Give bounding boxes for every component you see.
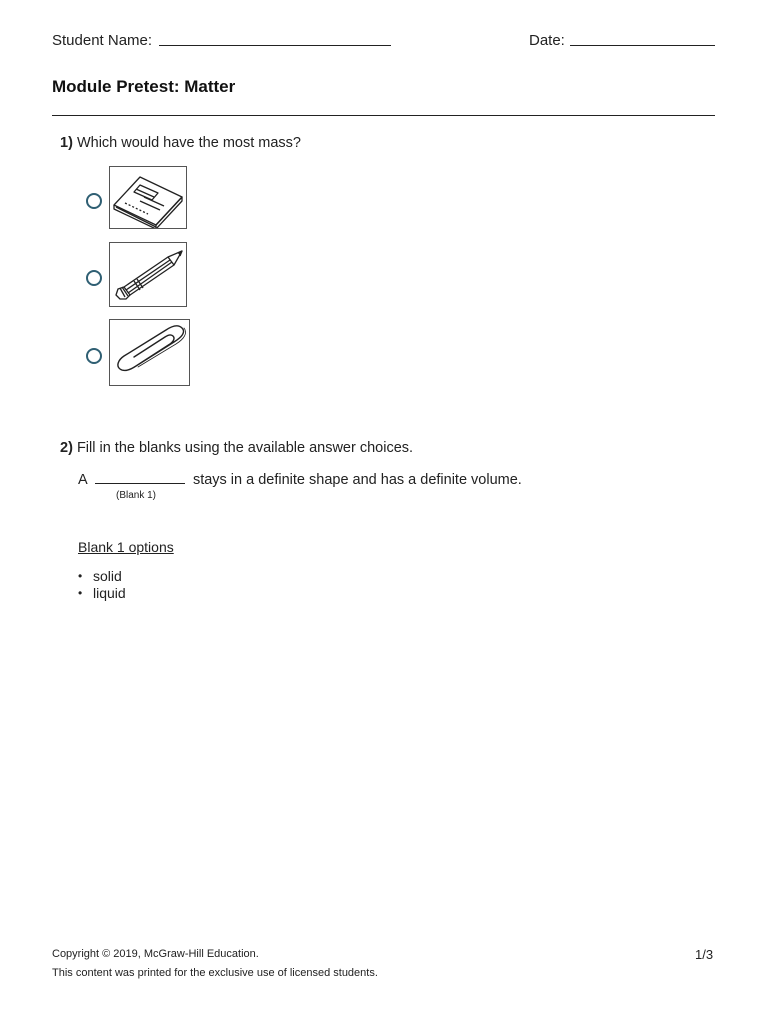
page-title: Module Pretest: Matter bbox=[52, 77, 236, 96]
student-name-label: Student Name: bbox=[52, 32, 153, 49]
blank-1-label: (Blank 1) bbox=[116, 490, 157, 501]
question-2 bbox=[60, 440, 413, 456]
book-icon bbox=[110, 167, 186, 228]
date-label: Date: bbox=[529, 32, 565, 49]
list-item: • solid bbox=[78, 568, 126, 585]
question-1 bbox=[60, 135, 301, 151]
title-divider bbox=[52, 115, 715, 116]
question-2-number: 2) bbox=[60, 440, 73, 456]
option-2-image bbox=[109, 242, 187, 307]
student-name-field[interactable] bbox=[159, 45, 391, 46]
license-notice: This content was printed for the exclusive use of licensed students. bbox=[52, 967, 378, 979]
page-number: 1/3 bbox=[695, 947, 714, 962]
option-2-radio[interactable] bbox=[86, 270, 102, 286]
date-field[interactable] bbox=[570, 45, 715, 46]
blank-options-list bbox=[78, 568, 126, 602]
option-3-image bbox=[109, 319, 190, 386]
question-1-number: 1) bbox=[60, 135, 73, 151]
blank-1[interactable] bbox=[95, 469, 185, 484]
sentence-end: stays in a definite shape and has a definite volume. bbox=[192, 472, 522, 488]
paperclip-icon bbox=[110, 320, 189, 385]
fill-in-sentence bbox=[78, 469, 522, 488]
option-1-radio[interactable] bbox=[86, 193, 102, 209]
list-item: • liquid bbox=[78, 585, 126, 602]
question-1-text: Which would have the most mass? bbox=[76, 135, 301, 151]
option-3-radio[interactable] bbox=[86, 348, 102, 364]
question-2-text: Fill in the blanks using the available answer choices. bbox=[76, 440, 414, 456]
sentence-start: A bbox=[78, 472, 87, 488]
option-1-image bbox=[109, 166, 187, 229]
pencil-icon bbox=[110, 243, 186, 306]
copyright-text: Copyright © 2019, McGraw-Hill Education. bbox=[52, 948, 259, 960]
blank-options-title: Blank 1 options bbox=[78, 539, 174, 555]
